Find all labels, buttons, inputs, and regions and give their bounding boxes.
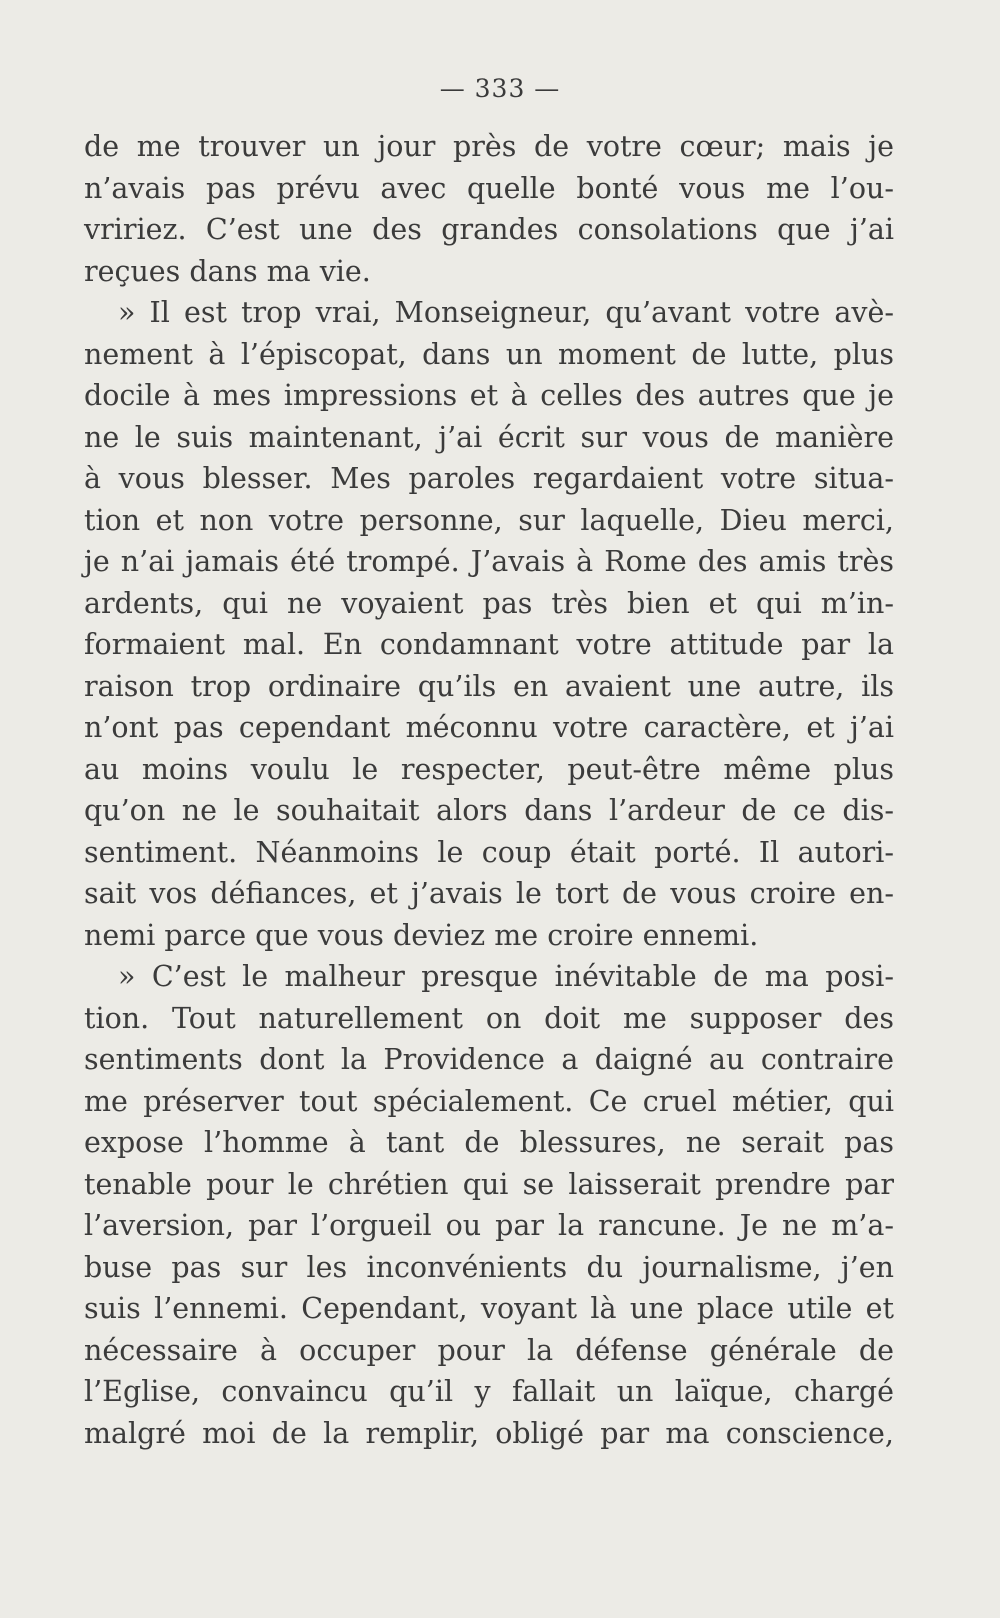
text-line: n’ont pas cependant méconnu votre caractère, et j’ai <box>84 711 894 744</box>
text-line: l’aversion, par l’orgueil ou par la rancune. Je ne m’a- <box>84 1209 894 1242</box>
text-line: buse pas sur les inconvénients du journalisme, j’en <box>84 1250 894 1284</box>
text-line: n’avais pas prévu avec quelle bonté vous me l’ou- <box>84 171 894 205</box>
text-line: tion et non votre personne, sur laquelle, Dieu merci, <box>84 503 894 537</box>
text-line: malgré moi de la remplir, obligé par ma conscience, <box>84 1416 894 1450</box>
text-line: formaient mal. En condamnant votre attitude par la <box>84 628 894 661</box>
body-text <box>84 126 894 1454</box>
text-line: nemi parce que vous deviez me croire ennemi. <box>84 918 759 952</box>
text-line: nement à l’épiscopat, dans un moment de lutte, plus <box>84 337 894 371</box>
text-line: au moins voulu le respecter, peut-être même plus <box>84 752 894 786</box>
text-line: ne le suis maintenant, j’ai écrit sur vous de manière <box>84 420 894 454</box>
text-line: docile à mes impressions et à celles des autres que je <box>84 379 894 412</box>
text-line: suis l’ennemi. Cependant, voyant là une place utile et <box>84 1292 894 1325</box>
text-line: je n’ai jamais été trompé. J’avais à Rome des amis très <box>84 545 894 578</box>
text-line: de me trouver un jour près de votre cœur; mais je <box>84 130 894 163</box>
text-line: reçues dans ma vie. <box>84 254 371 288</box>
text-line: nécessaire à occuper pour la défense générale de <box>84 1333 894 1367</box>
text-line: tenable pour le chrétien qui se laisserait prendre par <box>84 1167 894 1201</box>
text-line: sait vos défiances, et j’avais le tort de vous croire en- <box>84 877 894 910</box>
text-line: » Il est trop vrai, Monseigneur, qu’avant votre avè- <box>118 296 894 329</box>
text-line: qu’on ne le souhaitait alors dans l’ardeur de ce dis- <box>84 794 894 827</box>
text-line: expose l’homme à tant de blessures, ne serait pas <box>84 1126 894 1159</box>
text-line: tion. Tout naturellement on doit me supposer des <box>84 1001 894 1035</box>
text-line: l’Eglise, convaincu qu’il y fallait un laïque, chargé <box>84 1375 894 1408</box>
text-line: sentiments dont la Providence a daigné au contraire <box>84 1043 894 1076</box>
text-line: à vous blesser. Mes paroles regardaient votre situa- <box>84 462 894 495</box>
text-line: sentiment. Néanmoins le coup était porté. Il autori- <box>84 835 894 869</box>
text-line: ardents, qui ne voyaient pas très bien et qui m’in- <box>84 586 894 620</box>
text-line: » C’est le malheur presque inévitable de ma posi- <box>118 960 894 993</box>
page-number: — 333 — <box>439 74 561 103</box>
text-line: raison trop ordinaire qu’ils en avaient une autre, ils <box>84 669 894 703</box>
text-line: vririez. C’est une des grandes consolations que j’ai <box>84 213 894 246</box>
text-line: me préserver tout spécialement. Ce cruel métier, qui <box>84 1084 894 1118</box>
